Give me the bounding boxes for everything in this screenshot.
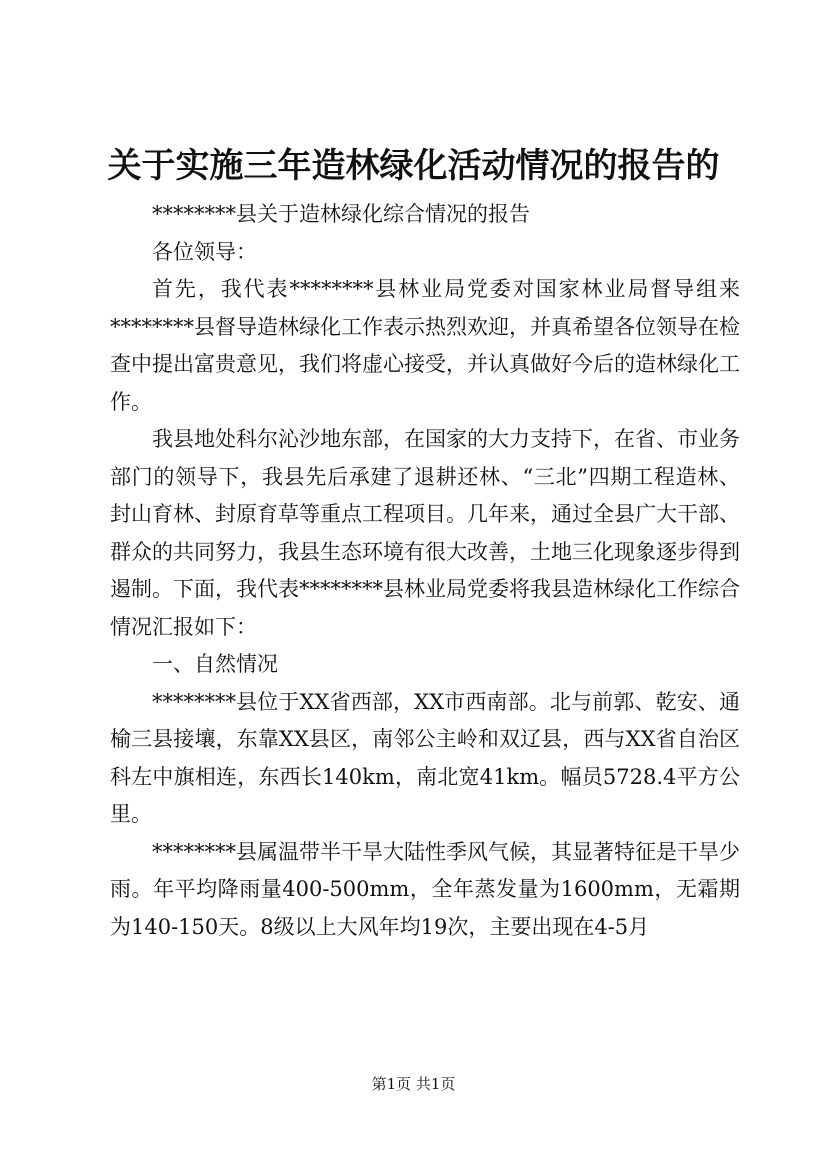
climate-paragraph: ********县属温带半干旱大陆性季风气候，其显著特征是干旱少雨。年平均降雨量400-500mm，全年蒸发量为1600mm，无霜期为140-150天。8级以上大风年均19次，主要出现在4-5月 [110,839,740,939]
section-heading: 一、自然情况 [152,652,278,676]
page-footer: 第1页 共1页 [371,1075,456,1093]
intro-paragraph: 首先，我代表********县林业局党委对国家林业局督导组来********县督导造林绿化工作表示热烈欢迎，并真希望各位领导在检查中提出富贵意见，我们将虚心接受，并认真做好今后的造林绿化工作。 [110,277,740,414]
document-body [110,196,740,946]
background-paragraph: 我县地处科尔沁沙地东部，在国家的大力支持下，在省、市业务部门的领导下，我县先后承建了退耕还林、“三北”四期工程造林、封山育林、封原育草等重点工程项目。几年来，通过全县广大干部、群众的共同努力，我县生态环境有很大改善，土地三化现象逐步得到遏制。下面，我代表********县林业局党委将我县造林绿化工作综合情况汇报如下： [110,427,740,639]
location-paragraph: ********县位于XX省西部，XX市西南部。北与前郭、乾安、通榆三县接壤，东靠XX县区，南邻公主岭和双辽县，西与XX省自治区科左中旗相连，东西长140km，南北宽41km。幅员5728.4平方公里。 [110,689,740,826]
document-title: 关于实施三年造林绿化活动情况的报告的 [107,146,720,186]
salutation-paragraph: 各位领导： [152,239,257,264]
subtitle-paragraph: ********县关于造林绿化综合情况的报告 [152,202,530,226]
